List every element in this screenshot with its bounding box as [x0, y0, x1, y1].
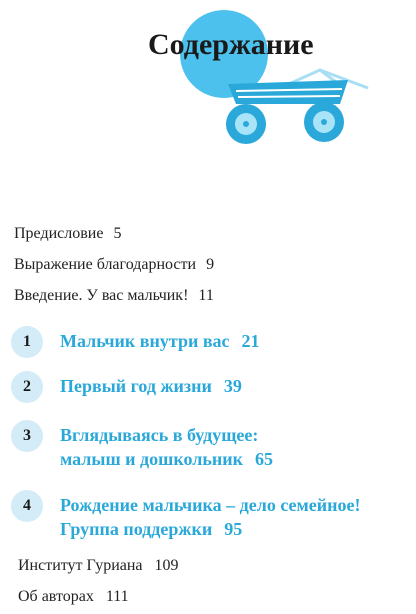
chapter-page: 95 [224, 519, 243, 539]
toc-entry-acknowledgements[interactable] [14, 256, 214, 274]
toc-entry-label: Выражение благодарности [14, 256, 197, 273]
toc-entry-page: 5 [113, 225, 122, 242]
chapter-number-badge: 3 [11, 420, 43, 452]
toc-entry-page: 109 [154, 557, 179, 574]
chapter-title: Первый год жизни [60, 376, 212, 396]
chapter-page: 39 [223, 376, 242, 396]
baby-stroller-icon [0, 0, 416, 170]
chapter-title-line-1: Вглядываясь в будущее: [60, 425, 259, 445]
toc-entry-page: 111 [105, 588, 129, 605]
chapter-number-badge: 2 [11, 371, 43, 403]
toc-entry-about-authors[interactable] [18, 588, 129, 606]
chapter-page: 65 [254, 449, 273, 469]
chapter-page: 21 [241, 331, 260, 351]
toc-entry-page: 9 [206, 256, 215, 273]
chapter-title-line-2: малыш и дошкольник [60, 449, 243, 469]
toc-entry-label: Предисловие [14, 225, 104, 242]
toc-entry-preface[interactable] [14, 225, 121, 243]
chapter-number-badge: 1 [11, 326, 43, 358]
toc-entry-label: Об авторах [18, 588, 94, 605]
chapter-title: Мальчик внутри вас [60, 331, 230, 351]
toc-entry-label: Введение. У вас мальчик! [14, 287, 189, 304]
toc-entry-label: Институт Гуриана [18, 557, 143, 574]
toc-entry-gurian-institute[interactable] [18, 557, 179, 575]
chapter-number-badge: 4 [11, 490, 43, 522]
toc-entry-introduction[interactable] [14, 287, 214, 305]
chapter-title-line-2: Группа поддержки [60, 519, 213, 539]
page-title: Содержание [148, 28, 314, 61]
chapter-title-line-1: Рождение мальчика – дело семейное! [60, 495, 361, 515]
toc-entry-page: 11 [198, 287, 214, 304]
